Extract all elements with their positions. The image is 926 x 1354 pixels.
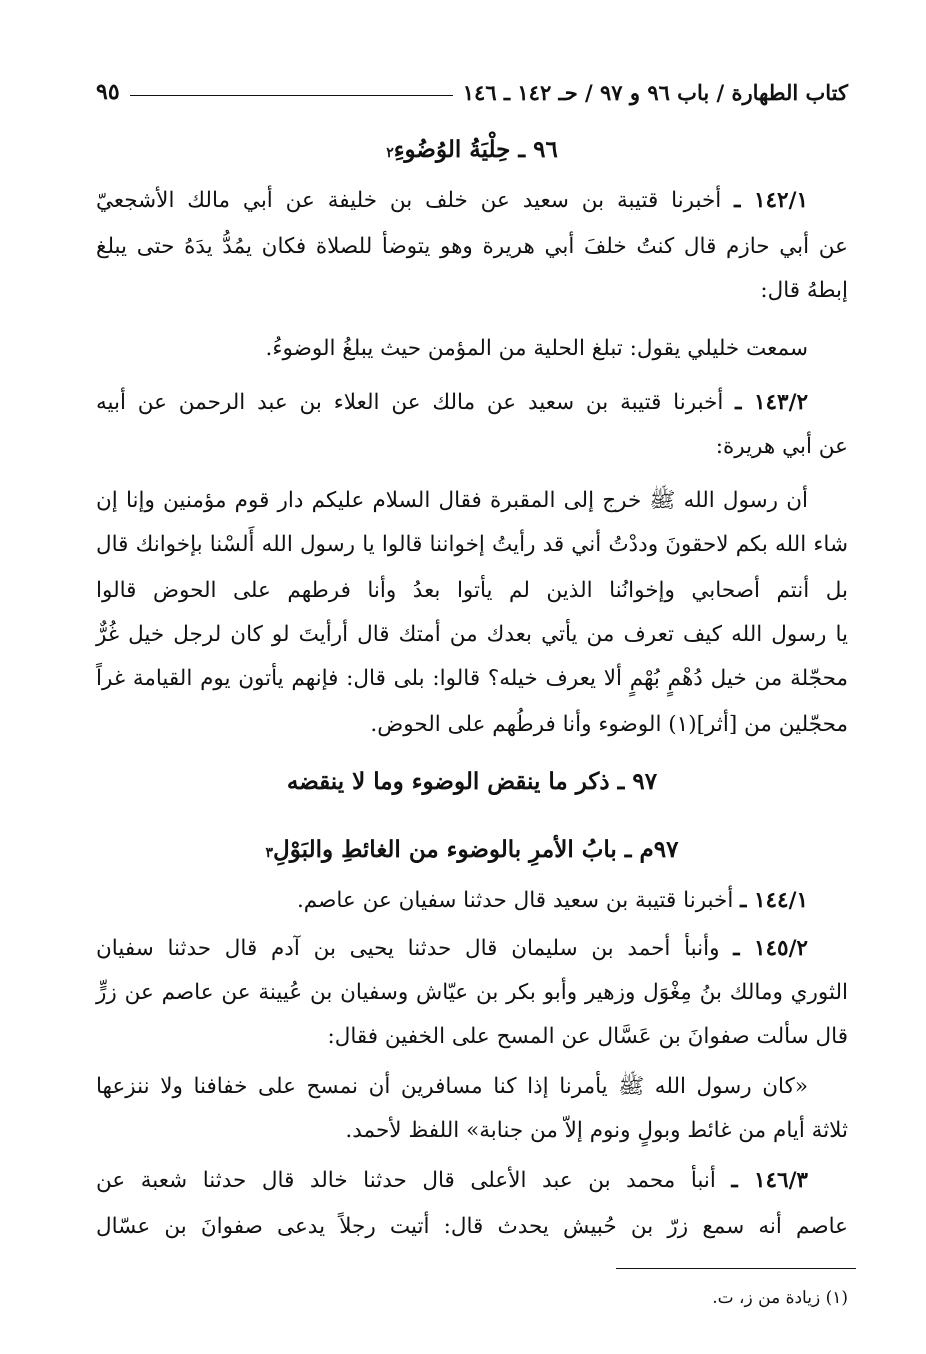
hadith-142-matn — [96, 334, 808, 364]
running-header — [96, 78, 848, 106]
line-text: إبطهُ قال: — [760, 278, 848, 303]
hadith-142-line-2 — [96, 232, 848, 262]
page-number: ٩٥ — [96, 79, 120, 105]
section-97-title-text: ٩٧ ـ ذكر ما ينقض الوضوء وما لا ينقضه — [286, 768, 658, 795]
section-96-title-text: ٩٦ ـ حِلْيَةُ الوُضُوءِ — [393, 136, 558, 163]
hadith-number: ١٤٤/١ ـ — [740, 888, 808, 913]
section-97m-title-text: ٩٧م ـ بابُ الأمرِ بالوضوء من الغائطِ والبَوْلِ — [273, 836, 679, 863]
line-text: أخبرنا قتيبة بن سعيد عن خلف بن خليفة عن أبي مالك الأشجعيّ — [96, 188, 722, 213]
line-text: أنبأ محمد بن عبد الأعلى قال حدثنا خالد قال حدثنا شعبة عن — [96, 1168, 716, 1193]
hadith-number: ١٤٣/٢ ـ — [735, 390, 808, 415]
hadith-number: ١٤٢/١ ـ — [734, 188, 808, 213]
hadith-143-matn-3 — [96, 576, 848, 606]
hadith-146-line-2 — [96, 1212, 848, 1242]
hadith-143-matn-5 — [96, 664, 848, 694]
section-97m-title — [96, 836, 848, 863]
line-text: أخبرنا قتيبة بن سعيد عن مالك عن العلاء بن عبد الرحمن عن أبيه — [96, 390, 724, 415]
line-text: وأنبأ أحمد بن سليمان قال حدثنا يحيى بن آدم قال حدثنا سفيان — [96, 936, 720, 961]
line-text: قال سألت صفوانَ بن عَسَّال عن المسح على الخفين فقال: — [327, 1024, 848, 1049]
header-rule — [130, 95, 453, 96]
line-text: سمعت خليلي يقول: تبلغ الحلية من المؤمن حيث يبلغُ الوضوءُ. — [265, 336, 808, 361]
hadith-143-matn-6 — [96, 710, 848, 740]
hadith-144-line-1 — [96, 886, 808, 916]
section-96-mark: ٢ — [386, 145, 394, 161]
hadith-143-matn-2 — [96, 530, 848, 560]
line-text: عاصم أنه سمع زرّ بن حُبيش يحدث قال: أتيت رجلاً يدعى صفوانَ بن عسّال — [96, 1214, 848, 1239]
hadith-number: ١٤٦/٣ ـ — [731, 1168, 808, 1193]
line-text: ثلاثة أيام من غائط وبولٍ ونوم إلاّ من جنابة» اللفظ لأحمد. — [345, 1118, 848, 1143]
hadith-142-line-1 — [96, 186, 808, 216]
line-text: الثوري ومالك بنُ مِغْوَل وزهير وأبو بكر بن عيّاش وسفيان بن عُيينة عن عاصم عن زرٍّ — [96, 980, 848, 1005]
hadith-number: ١٤٥/٢ ـ — [733, 936, 808, 961]
hadith-145-line-3 — [96, 1022, 848, 1052]
line-text: شاء الله بكم لاحقونَ وددْتُ أني قد رأيتُ إخواننا قالوا يا رسول الله أَلسْنا بإخوانك قال — [96, 532, 848, 557]
hadith-145-matn-2 — [96, 1116, 848, 1146]
hadith-145-line-2 — [96, 978, 848, 1008]
running-title: كتاب الطهارة / باب ٩٦ و ٩٧ / حـ ١٤٢ ـ ١٤٦ — [462, 79, 848, 105]
line-text: عن أبي حازم قال كنتُ خلفَ أبي هريرة وهو يتوضأ للصلاة فكان يمُدُّ يدَهُ حتى يبلغ — [96, 234, 848, 259]
line-text: عن أبي هريرة: — [715, 434, 848, 459]
hadith-145-line-1 — [96, 934, 808, 964]
section-97-title — [96, 768, 848, 795]
line-text: «كان رسول الله ﷺ يأمرنا إذا كنا مسافرين أن نمسح على خفافنا ولا ننزعها — [96, 1074, 808, 1099]
footnote-rule — [616, 1268, 856, 1269]
line-text: محجّلة من خيل دُهْمٍ بُهْمٍ ألا يعرف خيله؟ قالوا: بلى قال: فإنهم يأتون يوم القيامة غراً — [96, 666, 848, 691]
hadith-143-matn-1 — [96, 486, 808, 516]
section-96-title — [96, 136, 848, 163]
hadith-143-line-2 — [96, 432, 848, 462]
section-97m-mark: ٣ — [265, 845, 274, 861]
line-text: يا رسول الله كيف تعرف من يأتي بعدك من أمتك قال أرأيتَ لو كان لرجل خيل غُرٌّ — [96, 622, 848, 647]
hadith-143-matn-4 — [96, 620, 848, 650]
hadith-143-line-1 — [96, 388, 808, 418]
line-text: بل أنتم أصحابي وإخوانُنا الذين لم يأتوا بعدُ وأنا فرطهم على الحوض قالوا — [96, 578, 848, 603]
footnote: (١) زيادة من ز، ت. — [712, 1288, 848, 1308]
hadith-145-matn-1 — [96, 1072, 808, 1102]
hadith-142-line-3 — [96, 276, 848, 306]
hadith-146-line-1 — [96, 1166, 808, 1196]
line-text: محجّلين من [أثر](١) الوضوء وأنا فرطُهم على الحوض. — [370, 712, 848, 737]
line-text: أن رسول الله ﷺ خرج إلى المقبرة فقال السلام عليكم دار قوم مؤمنين وإنا إن — [96, 488, 808, 513]
line-text: أخبرنا قتيبة بن سعيد قال حدثنا سفيان عن عاصم. — [296, 888, 734, 913]
